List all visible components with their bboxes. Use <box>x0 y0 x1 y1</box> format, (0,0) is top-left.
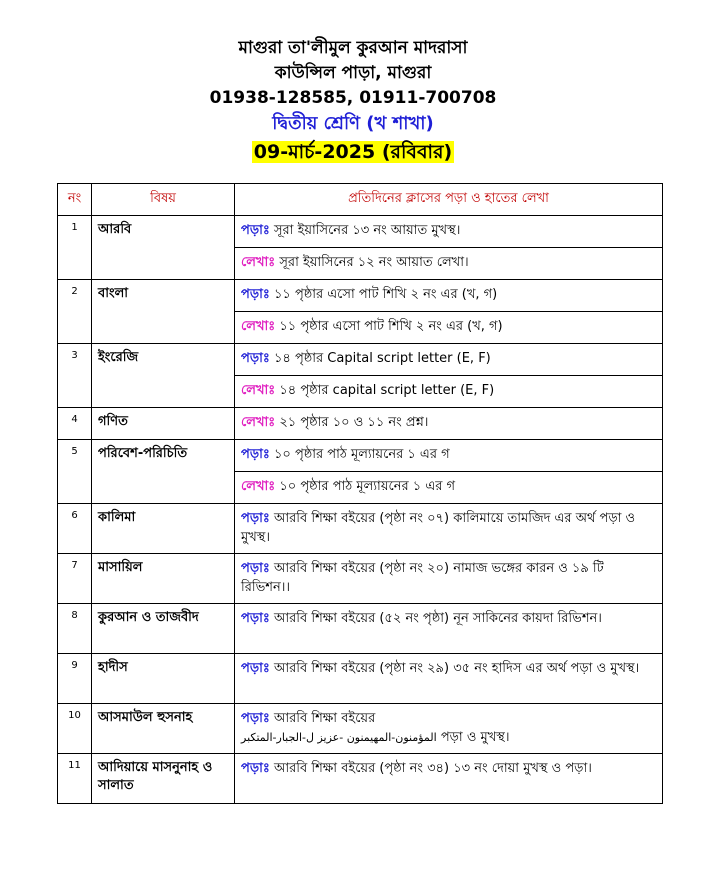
subject-cell: গণিত <box>92 408 235 440</box>
task-cell <box>235 280 663 312</box>
row-number: 11 <box>58 754 92 804</box>
row-number: 6 <box>58 504 92 554</box>
row-number: 1 <box>58 216 92 280</box>
table-row <box>58 554 663 604</box>
read-label: পড়াঃ <box>241 711 270 726</box>
subject-cell: হাদীস <box>92 654 235 704</box>
subject-cell: ইংরেজি <box>92 344 235 408</box>
task-text: আরবি শিক্ষা বইয়ের (পৃষ্ঠা নং ২৯) ৩৫ নং হাদিস এর অর্থ পড়া ও মুখস্থ। <box>269 661 640 676</box>
header-task: প্রতিদিনের ক্লাসের পড়া ও হাতের লেখা <box>235 184 663 216</box>
task-cell <box>235 754 663 804</box>
task-cell <box>235 248 663 280</box>
date-line <box>0 138 706 166</box>
task-cell <box>235 440 663 472</box>
subject-cell: কুরআন ও তাজবীদ <box>92 604 235 654</box>
task-text: ১০ পৃষ্ঠার পাঠ মূল্যায়নের ১ এর গ <box>275 479 456 494</box>
task-text: সূরা ইয়াসিনের ১২ নং আয়াত লেখা। <box>275 255 469 270</box>
subject-cell: আসমাউল হুসনাহ <box>92 704 235 754</box>
read-label: পড়াঃ <box>241 661 270 676</box>
table-row <box>58 604 663 654</box>
routine-table <box>57 183 663 804</box>
school-name: মাগুরা তা'লীমুল কুরআন মাদরাসা <box>238 38 468 58</box>
date-highlight: 09-মার্চ-2025 (রবিবার) <box>253 141 453 163</box>
task-text: আরবি শিক্ষা বইয়ের (পৃষ্ঠা নং ২০) নামাজ ভঙ্গের কারন ও ১৯ টি রিভিশন।। <box>241 561 604 595</box>
read-label: পড়াঃ <box>241 561 270 576</box>
write-label: লেখাঃ <box>241 479 276 494</box>
row-number: 4 <box>58 408 92 440</box>
table-row <box>58 280 663 312</box>
task-cell <box>235 504 663 554</box>
phone-numbers: 01938-128585, 01911-700708 <box>209 88 497 108</box>
table-row <box>58 654 663 704</box>
table-row <box>58 216 663 248</box>
task-cell <box>235 216 663 248</box>
row-number: 8 <box>58 604 92 654</box>
subject-cell: কালিমা <box>92 504 235 554</box>
task-cell <box>235 312 663 344</box>
class-name: দ্বিতীয় শ্রেণি (খ শাখা) <box>272 113 434 134</box>
task-text: সূরা ইয়াসিনের ১৩ নং আয়াত মুখস্থ। <box>269 223 461 238</box>
task-cell <box>235 344 663 376</box>
school-address: কাউন্সিল পাড়া, মাগুরা <box>274 63 432 83</box>
row-number: 10 <box>58 704 92 754</box>
read-label: পড়াঃ <box>241 447 270 462</box>
read-label: পড়াঃ <box>241 611 270 626</box>
subject-cell: আদিয়ায়ে মাসনুনাহ ও সালাত <box>92 754 235 804</box>
read-label: পড়াঃ <box>241 761 270 776</box>
header-subject: বিষয় <box>92 184 235 216</box>
write-label: লেখাঃ <box>241 255 276 270</box>
task-cell <box>235 376 663 408</box>
row-number: 9 <box>58 654 92 704</box>
write-label: লেখাঃ <box>241 383 276 398</box>
task-cell <box>235 472 663 504</box>
table-header-row <box>58 184 663 216</box>
subject-cell: পরিবেশ-পরিচিতি <box>92 440 235 504</box>
task-text: ১১ পৃষ্ঠার এসো পাট শিখি ২ নং এর (খ, গ) <box>275 319 503 334</box>
task-text: ২১ পৃষ্ঠার ১০ ও ১১ নং প্রশ্ন। <box>275 415 429 430</box>
table-row <box>58 754 663 804</box>
task-text: আরবি শিক্ষা বইয়ের (পৃষ্ঠা নং ০৭) কালিমায়ে তামজিদ এর অর্থ পড়া ও মুখস্থ। <box>241 511 636 545</box>
row-number: 3 <box>58 344 92 408</box>
subject-cell: আরবি <box>92 216 235 280</box>
table-body <box>58 216 663 804</box>
document-header <box>0 36 706 166</box>
header-no: নং <box>58 184 92 216</box>
row-number: 5 <box>58 440 92 504</box>
table-row <box>58 344 663 376</box>
write-label: লেখাঃ <box>241 319 276 334</box>
task-text: আরবি শিক্ষা বইয়ের <box>269 711 376 726</box>
subject-cell: মাসায়িল <box>92 554 235 604</box>
task-text: আরবি শিক্ষা বইয়ের (৫২ নং পৃষ্ঠা) নূন সাকিনের কায়দা রিভিশন। <box>269 611 602 626</box>
task-text-tail: পড়া ও মুখস্থ। <box>436 730 510 745</box>
task-text: ১৪ পৃষ্ঠার capital script letter (E, F) <box>275 383 495 398</box>
read-label: পড়াঃ <box>241 287 270 302</box>
task-cell <box>235 654 663 704</box>
table-row <box>58 408 663 440</box>
task-cell <box>235 604 663 654</box>
table-row <box>58 440 663 472</box>
task-text: ১০ পৃষ্ঠার পাঠ মূল্যায়নের ১ এর গ <box>269 447 450 462</box>
read-label: পড়াঃ <box>241 351 270 366</box>
row-number: 7 <box>58 554 92 604</box>
arabic-names: المؤمنون-المهيمنون -عزيز ل-الجبار-المتكبر <box>241 731 437 744</box>
task-text: ১৪ পৃষ্ঠার Capital script letter (E, F) <box>269 351 491 366</box>
table-row <box>58 704 663 754</box>
task-text: আরবি শিক্ষা বইয়ের (পৃষ্ঠা নং ৩৪) ১৩ নং দোয়া মুখস্থ ও পড়া। <box>269 761 592 776</box>
subject-cell: বাংলা <box>92 280 235 344</box>
task-text: ১১ পৃষ্ঠার এসো পাট শিখি ২ নং এর (খ, গ) <box>269 287 498 302</box>
table-row <box>58 504 663 554</box>
task-cell <box>235 704 663 754</box>
read-label: পড়াঃ <box>241 223 270 238</box>
task-cell <box>235 408 663 440</box>
row-number: 2 <box>58 280 92 344</box>
read-label: পড়াঃ <box>241 511 270 526</box>
task-cell <box>235 554 663 604</box>
write-label: লেখাঃ <box>241 415 276 430</box>
